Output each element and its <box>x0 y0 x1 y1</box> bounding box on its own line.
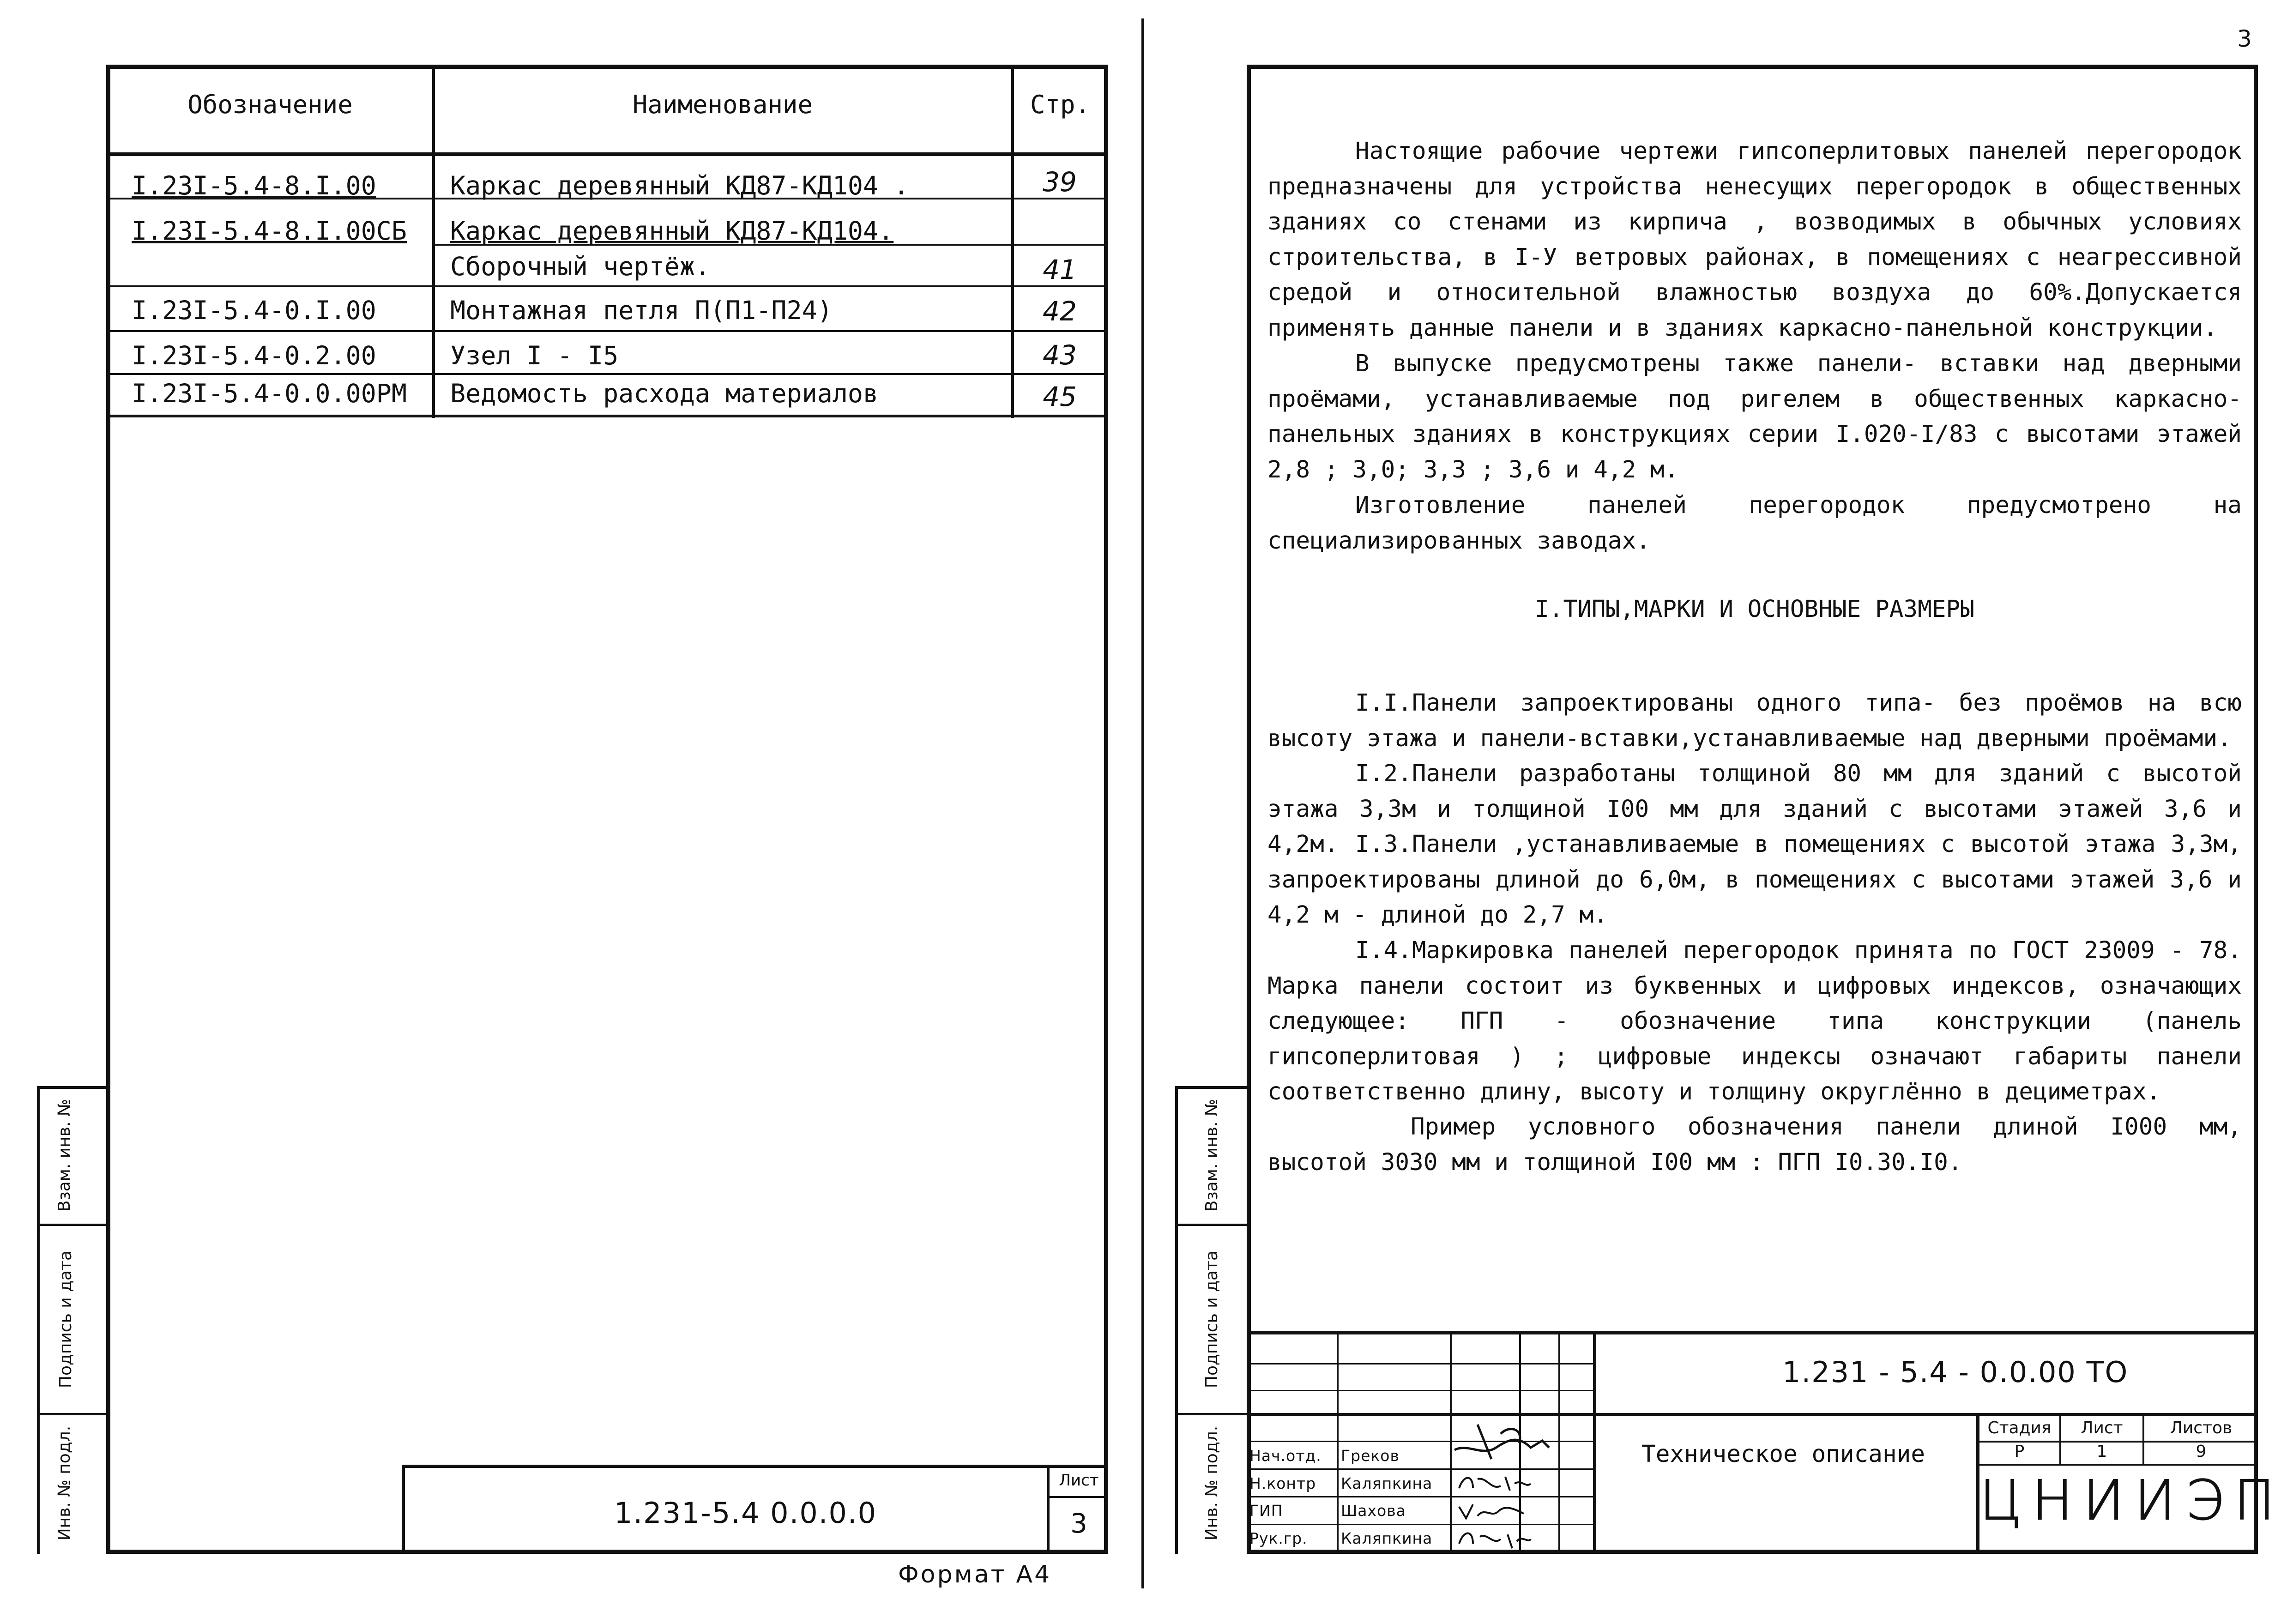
row-designation: I.23I-5.4-0.0.00РМ <box>132 379 407 408</box>
header-name: Наименование <box>632 90 813 119</box>
stamp-line <box>1247 1524 1593 1525</box>
right-stamp-title: Техническое описание <box>1641 1441 1925 1468</box>
right-stamp-code: 1.231 - 5.4 - 0.0.00 ТО <box>1782 1355 2129 1389</box>
header-designation: Обозначение <box>187 90 353 119</box>
stamp-sheets: 9 <box>2196 1442 2207 1461</box>
sig-role: Н.контр <box>1249 1474 1316 1492</box>
sig-name: Каляпкина <box>1341 1529 1433 1547</box>
sig-role: ГИП <box>1249 1502 1283 1520</box>
stamp-line <box>1976 1464 2258 1466</box>
left-stamp-code: 1.231-5.4 0.0.0.0 <box>614 1496 877 1530</box>
stamp-line <box>402 1465 405 1554</box>
side-label-vzam: Взам. инв. № <box>55 1099 74 1212</box>
stamp-line <box>402 1465 1108 1468</box>
section-paragraph: I.2.Панели разработаны толщиной 80 мм для зданий с высотой этажа 3,3м и толщиной I00 мм для зданий с высотами этажей 3,6 и 4,2м. <box>1267 760 2242 858</box>
sig-name: Каляпкина <box>1341 1474 1433 1492</box>
row-page: 43 <box>1043 339 1077 371</box>
row-line <box>106 373 1108 375</box>
stamp-stage-label: Стадия <box>1987 1419 2052 1437</box>
stamp-sheet-label: Лист <box>2081 1419 2123 1437</box>
side-strip-line <box>37 1224 106 1226</box>
row-name: Сборочный чертёж. <box>450 252 710 281</box>
side-strip-line <box>1175 1086 1178 1554</box>
side-strip-line <box>1175 1224 1249 1226</box>
sig-role: Нач.отд. <box>1249 1447 1321 1465</box>
signature-kalyapkina <box>1454 1470 1533 1497</box>
row-designation: I.23I-5.4-8.I.00СБ <box>132 216 407 246</box>
table-col-line-1 <box>432 65 435 418</box>
signature-kalyapkina-2 <box>1454 1525 1533 1553</box>
stamp-line <box>1247 1496 1593 1497</box>
intro-paragraph: Настоящие рабочие чертежи гипсоперлитовых панелей перегородок предназначены для устройства ненесущих перегородок в общественных зданиях со стенами из кирпича , возводимых в обычных условиях строительства, в I-У ветровых районах, в помещениях с неагрессивной средой и относительной влажностью воздуха до 60%.Допускается применять данные панели и в зданиях каркасно-панельной конструкции. <box>1267 138 2242 342</box>
row-page: 45 <box>1043 381 1077 412</box>
row-page: 39 <box>1043 166 1077 198</box>
table-header-line <box>106 152 1108 156</box>
section-paragraph: I.I.Панели запроектированы одного типа- без проёмов на всю высоту этажа и панели-вставки,устанавливаемые над дверными проёмами. <box>1267 689 2242 752</box>
row-page: 42 <box>1043 296 1077 327</box>
stamp-line <box>1047 1496 1108 1498</box>
stamp-stage: Р <box>2014 1442 2025 1461</box>
stamp-line <box>1593 1331 1596 1554</box>
stamp-line <box>1247 1413 2258 1416</box>
intro-paragraph: В выпуске предусмотрены также панели- вставки над дверными проёмами, устанавливаемые под ригелем в общественных каркасно-панельных зданиях в конструкциях серии I.020-I/83 с высотами этажей 2,8 ; 3,0; 3,3 ; 3,6 и 4,2 м. <box>1267 350 2242 483</box>
side-label-podpis: Подпись и дата <box>1202 1250 1221 1389</box>
page-number: 3 <box>2237 25 2252 52</box>
left-stamp-sheet-label: Лист <box>1059 1471 1099 1490</box>
side-label-podpis: Подпись и дата <box>56 1250 75 1389</box>
stamp-sheet: 1 <box>2096 1442 2107 1461</box>
side-label-vzam: Взам. инв. № <box>1202 1099 1221 1212</box>
side-label-inv: Инв. № подл. <box>1202 1425 1221 1541</box>
row-designation: I.23I-5.4-0.I.00 <box>132 296 376 325</box>
table-bottom-line <box>106 415 1108 417</box>
side-label-inv: Инв. № подл. <box>55 1425 74 1541</box>
org-name: ЦНИИЭП <box>1979 1468 2285 1532</box>
sig-name: Шахова <box>1341 1502 1406 1520</box>
center-divider <box>1141 18 1144 1588</box>
signature-shahova <box>1454 1497 1533 1525</box>
stamp-line <box>1976 1413 1979 1554</box>
row-name: Монтажная петля П(П1-П24) <box>450 296 833 325</box>
row-designation: I.23I-5.4-8.I.00 <box>132 171 376 200</box>
row-line <box>106 330 1108 332</box>
section-title: I.ТИПЫ,МАРКИ И ОСНОВНЫЕ РАЗМЕРЫ <box>1535 596 1974 623</box>
signature-greko <box>1450 1415 1561 1471</box>
intro-paragraph: Изготовление панелей перегородок предусмотрено на специализированных заводах. <box>1267 492 2242 555</box>
left-stamp-sheet-value: 3 <box>1070 1508 1087 1539</box>
row-line <box>106 285 1108 287</box>
format-label: Формат А4 <box>898 1561 1052 1588</box>
section-paragraph: I.3.Панели ,устанавливаемые в помещениях с высотой этажа 3,3м, запроектированы длиной до 6,0м, в помещениях с высотами этажей 3,6 и 4,2 м - длиной до 2,7 м. <box>1267 831 2242 929</box>
side-strip-line <box>37 1086 40 1554</box>
stamp-sheets-label: Листов <box>2170 1419 2233 1437</box>
sig-name: Греков <box>1341 1447 1400 1465</box>
stamp-line <box>1247 1331 2258 1334</box>
row-designation: I.23I-5.4-0.2.00 <box>132 341 376 370</box>
row-name: Узел I - I5 <box>450 341 619 370</box>
row-name: Каркас деревянный КД87-КД104 . <box>450 171 909 200</box>
section-paragraph: I.4.Маркировка панелей перегородок принята по ГОСТ 23009 - 78. Марка панели состоит из буквенных и цифровых индексов, означающих следующее: ПГП - обозначение типа конструкции (панель гипсоперлитовая ) ; цифровые индексы означают габариты панели соответственно длину, высоту и толщину округлённо в дециметрах. <box>1267 937 2242 1105</box>
row-name: Каркас деревянный КД87-КД104. <box>450 216 894 246</box>
row-page: 41 <box>1043 254 1077 285</box>
sig-role: Рук.гр. <box>1249 1529 1308 1547</box>
header-page: Стр. <box>1030 90 1091 119</box>
section-paragraph: Пример условного обозначения панели длиной I000 мм, высотой 3030 мм и толщиной I00 мм : ПГП I0.30.I0. <box>1267 1113 2242 1176</box>
left-sheet-frame <box>106 65 1108 1554</box>
stamp-line <box>1247 1390 1593 1391</box>
stamp-line <box>1247 1363 1593 1364</box>
stamp-line <box>1337 1331 1339 1554</box>
row-name: Ведомость расхода материалов <box>450 379 879 408</box>
